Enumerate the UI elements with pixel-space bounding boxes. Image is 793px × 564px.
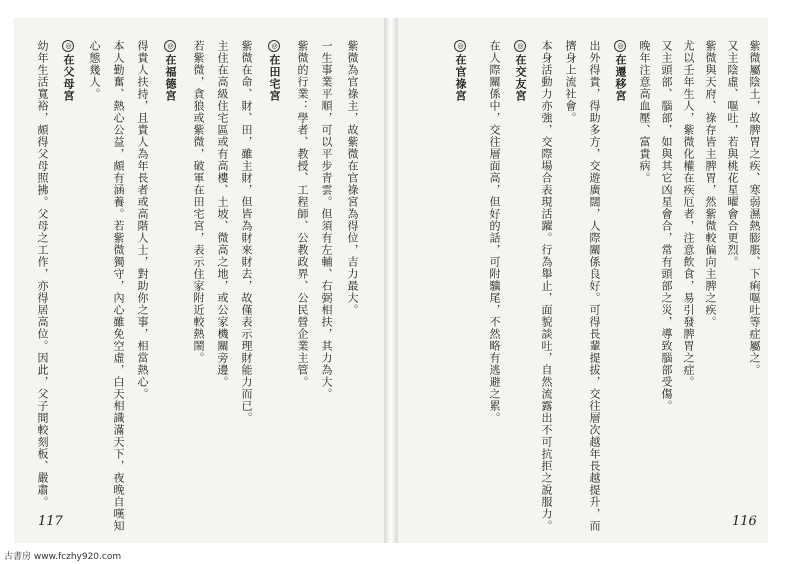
- section-heading-label: 在父母宮: [62, 54, 75, 102]
- section-heading: [268, 40, 281, 102]
- section-heading-label: 在田宅宮: [268, 54, 281, 102]
- text-column: 心態幾人。: [88, 40, 101, 100]
- text-column: 紫微屬陰土，故脾胃之疾、寒弱濕熱膨脹、下痢嘔吐等症屬之。: [748, 40, 761, 376]
- text-column: 尤以壬年生人，紫微化權在疾厄者，注意飲食，易引發脾胃之症。: [682, 40, 695, 388]
- section-marker-icon: ◎: [270, 41, 279, 51]
- text-column: 紫微為官祿主，故紫微在官祿宮為得位，吉力最大。: [346, 40, 359, 316]
- section-heading-label: 在福德宮: [164, 54, 177, 102]
- text-column: 紫微在命、財、田，雖主財，但皆為財來財去，故僅表示理財能力而已。: [240, 40, 253, 424]
- section-marker-icon: ◎: [516, 41, 525, 51]
- text-column: 若紫微，貪狼或紫微，破軍在田宅宮，表示住家附近較熱鬧。: [192, 40, 205, 364]
- section-marker-icon: ◎: [64, 41, 73, 51]
- section-heading: [164, 40, 177, 102]
- section-heading-label: 在遷移宮: [614, 54, 627, 102]
- text-column: 紫微的行業：學者、教授、工程師、公教政界、公民營企業主管。: [296, 40, 309, 388]
- left-page: [14, 18, 384, 543]
- text-column: 又主頭部、腦部，如與其它凶星會合，常有頭部之災，導致腦部受傷。: [660, 40, 673, 412]
- section-marker-icon: ◎: [616, 41, 625, 51]
- site-footer: 古書房 www.fczhy920.com: [4, 552, 122, 562]
- text-column: 又主陰虛、嘔吐，若與桃花星曜會合更烈。: [726, 40, 739, 268]
- book-gutter: [384, 18, 398, 543]
- text-column: 晚年注意高血壓、富貴病。: [638, 40, 651, 184]
- section-marker-icon: ◎: [456, 41, 465, 51]
- text-column: 得貴人扶持，且貴人為年長者或高階人士，對助你之事，相當熱心。: [136, 40, 149, 400]
- section-marker-icon: ◎: [166, 41, 175, 51]
- page-number: 117: [38, 514, 63, 529]
- text-column: 幼年生活寬裕，頗得父母照拂。父母之工作，亦得居高位。因此，父子間較刻板、嚴肅。: [36, 40, 49, 508]
- section-heading: [454, 40, 467, 102]
- section-heading-label: 在交友宮: [514, 54, 527, 102]
- text-column: 一生事業平順，可以平步青雲。但須有左輔、右弼相扶，其力為大。: [320, 40, 333, 400]
- text-column: 本人勤奮、熱心公益，頗有涵養。若紫微獨守，內心雖免空虛，白天相識滿天下，夜晚自嘆知: [112, 40, 125, 532]
- text-column: 主住在高級住宅區或有高樓、土坡、微高之地，或公家機關旁邊。: [216, 40, 229, 388]
- right-page: [398, 18, 768, 543]
- page-number: 116: [732, 514, 757, 529]
- text-column: 本身活動力亦強，交際場合表現活躍。行為舉止，面貌談吐，自然流露出不可抗拒之說服力。: [540, 40, 553, 532]
- section-heading: [62, 40, 75, 102]
- section-heading: [514, 40, 527, 102]
- text-column: 在人際關係中，交往層面高，但好的話，可附驥尾，不然略有逃避之累。: [488, 40, 501, 424]
- text-column: 擠身上流社會。: [564, 40, 577, 124]
- section-heading-label: 在官祿宮: [454, 54, 467, 102]
- text-column: 出外得貴，得助多方，交遊廣闊，人際關係良好。可得長輩提拔，交往層次越年長越提升，而: [588, 40, 601, 532]
- text-column: 紫微與天府、祿存皆主脾胃，然紫微較偏向主脾之疾。: [704, 40, 717, 328]
- section-heading: [614, 40, 627, 102]
